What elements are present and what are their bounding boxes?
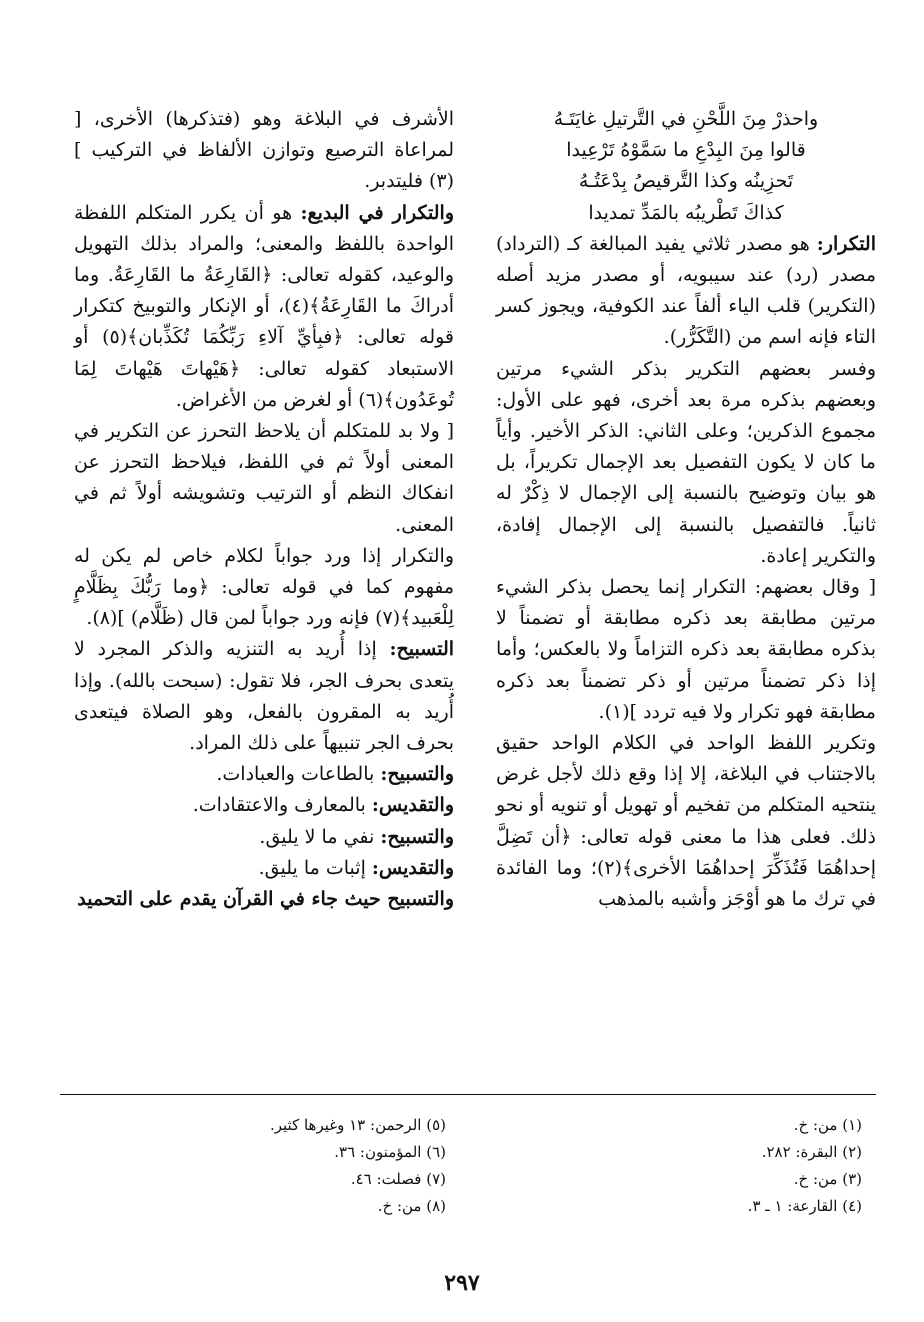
paragraph — [496, 572, 876, 728]
paragraph-text: نفي ما لا يليق. — [259, 825, 375, 848]
right-column — [496, 104, 876, 915]
left-column — [74, 104, 454, 915]
footnotes-left — [116, 1112, 446, 1220]
paragraph-text: تَحزِينُه وكذا التَّرقيصُ بِدْعَتُـهُ — [578, 170, 794, 193]
term-heading: التكرار: — [816, 232, 876, 255]
term-heading: والتسبيح: — [380, 825, 454, 848]
paragraph — [74, 790, 454, 821]
paragraph-text: إثبات ما يليق. — [258, 856, 366, 879]
paragraph — [74, 104, 454, 198]
paragraph-text: كذاكَ تَطْريبُه بالمَدِّ تمديدا — [588, 201, 784, 224]
paragraph-text: وتكرير اللفظ الواحد في الكلام الواحد حقيق بالاجتناب في البلاغة، إلا إذا وقع ذلك لأجل غرض ينتحيه المتكلم من تفخيم أو تهويل أو تنويه أو نحو ذلك. فعلى هذا ما معنى قوله تعالى: ﴿أن تَضِلَّ إحداهُمَا فَتُذَكِّرَ إحداهُمَا الأخرى﴾(٢)؛ وما الفائدة في ترك ما هو أوْجَز وأشبه بالمذهب — [496, 732, 876, 911]
verse-line — [496, 198, 876, 229]
term-heading: والتسبيح حيث جاء في القرآن يقدم على التحميد — [77, 888, 454, 911]
paragraph-text: قالوا مِنَ البِدْعِ ما سَمَّوْهُ تَرْعِيدا — [566, 139, 806, 162]
paragraph-text: هو أن يكرر المتكلم اللفظة الواحدة باللفظ والمعنى؛ والمراد بذلك التهويل والوعيد، كقوله تعالى: ﴿القَارِعَةُ ما القَارِعَةُ. وما أدراكَ ما القَارِعَةُ﴾(٤)، أو الإنكار والتوبيخ كتكرار قوله تعالى: ﴿فبِأيِّ آلاءِ رَبِّكُمَا تُكَذِّبان﴾(٥) أو الاستبعاد كقوله تعالى: ﴿هَيْهاتَ هَيْهاتَ لِمَا تُوعَدُون﴾(٦) أو لغرض من الأغراض. — [74, 201, 455, 411]
footnote-divider — [60, 1094, 876, 1095]
term-heading: والتسبيح: — [380, 763, 454, 786]
verse-line — [496, 166, 876, 197]
paragraph — [496, 229, 876, 354]
footnote: (٥) الرحمن: ١٣ وغيرها كثير. — [269, 1116, 446, 1134]
paragraph — [74, 541, 454, 635]
paragraph-text: إذا أُريد به التنزيه والذكر المجرد لا يتعدى بحرف الجر، فلا تقول: (سبحت بالله). وإذا أُريد به المقرون بالفعل، وهو الصلاة فيتعدى بحرف الجر تنبيهاً على ذلك المراد. — [74, 638, 454, 755]
term-heading: والتقديس: — [371, 794, 454, 817]
footnote: (٢) البقرة: ٢٨٢. — [761, 1143, 862, 1161]
footnote: (١) من: خ. — [793, 1116, 862, 1134]
paragraph-text: واحذرْ مِنَ اللَّحْنِ في التَّرتيلِ غايَتَـهُ — [553, 108, 819, 130]
paragraph — [74, 198, 454, 416]
footnote: (٦) المؤمنون: ٣٦. — [334, 1143, 446, 1161]
paragraph-text: الأشرف في البلاغة وهو (فتذكرها) الأخرى، [ لمراعاة الترصيع وتوازن الألفاظ في التركيب ](٣) فليتدبر. — [74, 108, 454, 193]
page-number: ٢٩٧ — [444, 1270, 480, 1296]
paragraph — [74, 416, 454, 541]
paragraph-text: وفسر بعضهم التكرير بذكر الشيء مرتين وبعضهم بذكره مرة بعد أخرى، فهو على الأول: مجموع الذكرين؛ وعلى الثاني: الذكر الأخير. وأياً ما كان لا يكون التفصيل بعد الإجمال تكريراً، بل هو بيان وتوضيح بالنسبة إلى الإجمال لا ذِكْرٌ له ثانياً. فالتفصيل بالنسبة إلى الإجمال إفادة، والتكرير إعادة. — [496, 357, 876, 567]
paragraph — [74, 634, 454, 759]
paragraph — [74, 884, 454, 915]
paragraph-text: هو مصدر ثلاثي يفيد المبالغة كـ (الترداد) مصدر (رد) عند سيبويه، أو مصدر مزيد أصله (التكرير) قلب الياء ألفاً عند الكوفية، ويجوز كسر التاء فإنه اسم من (التَّكَرُّر). — [496, 232, 876, 349]
paragraph-text: [ ولا بد للمتكلم أن يلاحظ التحرز عن التكرير في المعنى أولاً ثم في اللفظ، فيلاحظ التحرز عن انفكاك النظم أو الترتيب وتشويشه أولاً ثم في المعنى. — [74, 420, 454, 536]
verse-line — [496, 135, 876, 166]
paragraph — [74, 822, 454, 853]
paragraph-text: [ وقال بعضهم: التكرار إنما يحصل بذكر الشيء مرتين مطابقة بعد ذكره مطابقة أو تضمناً لا بذكره مطابقة بعد ذكره التزاماً ولا بالعكس؛ وأما إذا ذكر تضمناً مرتين أو ذكر تضمناً بعد ذكره مطابقة فهو تكرار ولا فيه تردد ](١). — [496, 576, 876, 723]
paragraph — [496, 354, 876, 572]
term-heading: والتكرار في البديع: — [300, 201, 454, 224]
paragraph-text: بالمعارف والاعتقادات. — [192, 794, 366, 817]
paragraph — [74, 853, 454, 884]
footnotes-right — [562, 1112, 862, 1220]
verse-line — [496, 104, 876, 135]
footnote: (٨) من: خ. — [377, 1197, 446, 1215]
paragraph-text: والتكرار إذا ورد جواباً لكلام خاص لم يكن له مفهوم كما في قوله تعالى: ﴿وما رَبُّكَ بِظَلَّامٍ لِلْعَبيد﴾(٧) فإنه ورد جواباً لمن قال (ظَلَّام) ](٨). — [74, 544, 454, 630]
footnote: (٧) فصلت: ٤٦. — [350, 1170, 446, 1188]
footnote: (٣) من: خ. — [793, 1170, 862, 1188]
paragraph — [74, 759, 454, 790]
paragraph — [496, 728, 876, 915]
term-heading: التسبيح: — [389, 638, 455, 661]
paragraph-text: بالطاعات والعبادات. — [216, 763, 375, 786]
footnote: (٤) القارعة: ١ ـ ٣. — [747, 1197, 862, 1215]
term-heading: والتقديس: — [371, 856, 454, 879]
